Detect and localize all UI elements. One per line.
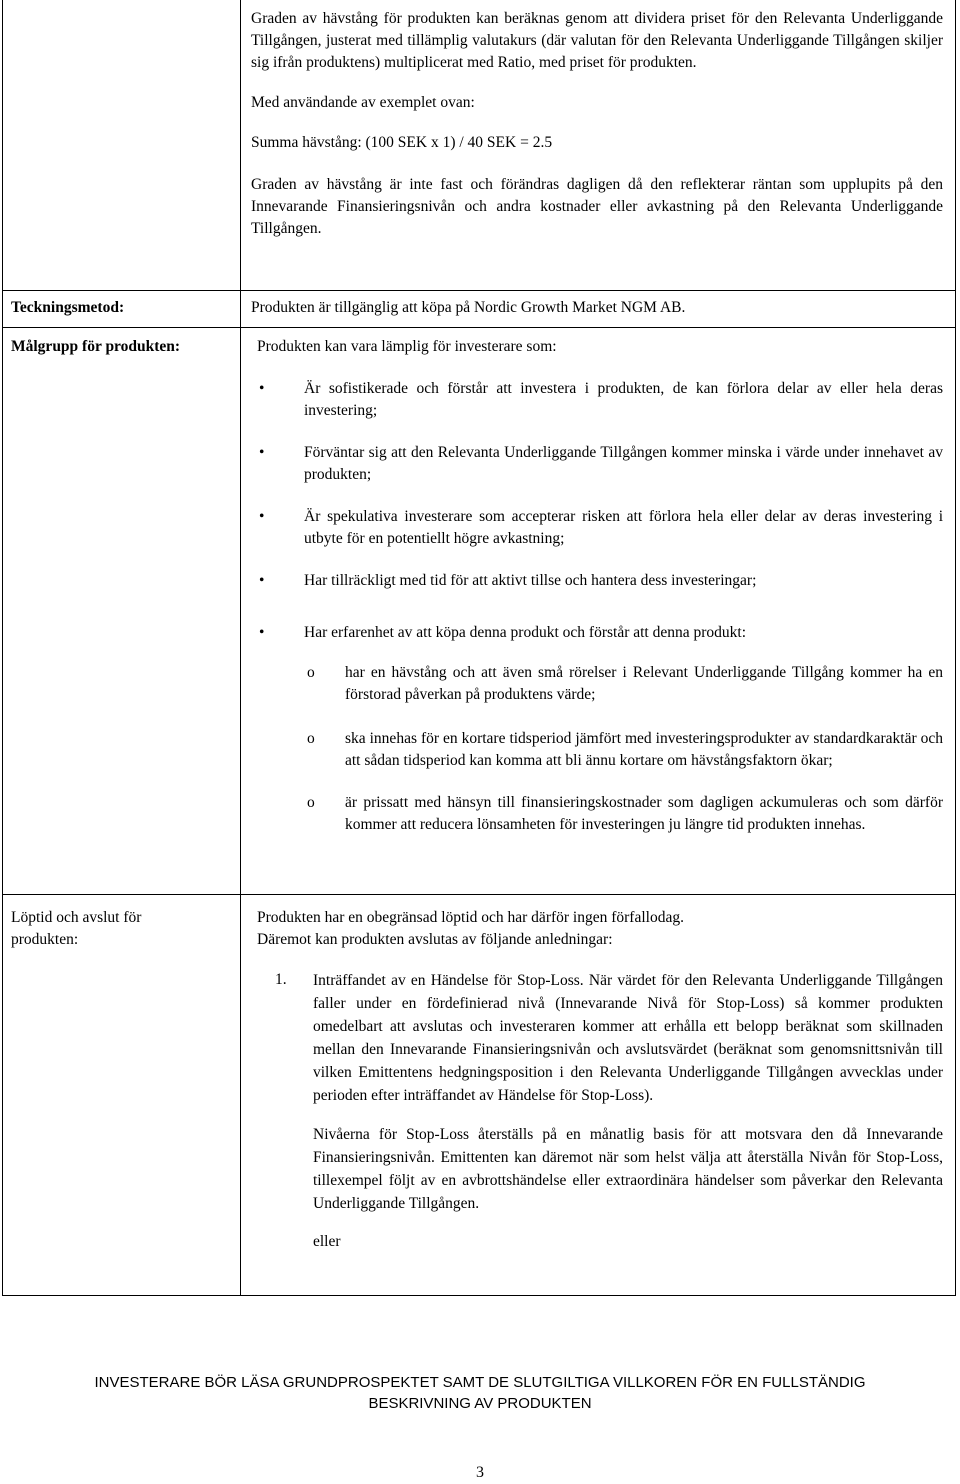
leverage-row — [2, 0, 956, 290]
bullet-text: Har tillräckligt med tid för att aktivt tillse och hantera dess investeringar; — [304, 572, 757, 589]
bullet-marker: • — [259, 380, 265, 397]
list-item — [257, 728, 943, 772]
leverage-calculation: Summa hävstång: (100 SEK x 1) / 40 SEK = 2.5 — [251, 134, 553, 151]
bullet-text: Förväntar sig att den Relevanta Underliggande Tillgången kommer minska i värde under innehavet av produkten; — [304, 444, 943, 483]
subscription-row — [2, 290, 956, 327]
page-number: 3 — [476, 1464, 484, 1481]
term-line-1: Produkten har en obegränsad löptid och har därför ingen förfallodag. — [257, 909, 684, 926]
bullet-marker: • — [259, 572, 265, 589]
footer-line-1: INVESTERARE BÖR LÄSA GRUNDPROSPEKTET SAMT DE SLUTGILTIGA VILLKOREN FÖR EN FULLSTÄNDIG — [94, 1374, 866, 1391]
leverage-paragraph-1: Graden av hävstång för produkten kan beräknas genom att dividera priset för den Relevanta Underliggande Tillgången, justerat med tillämplig valutakurs (där valutan för den Relevanta Underliggande Tillgången skiljer sig ifrån produktens) multiplicerat med Ratio, med priset för produkten. — [251, 10, 943, 71]
list-item — [257, 662, 943, 706]
footer-notice — [0, 1372, 960, 1414]
bullet-text: Har erfarenhet av att köpa denna produkt och förstår att denna produkt: — [304, 624, 747, 641]
subscription-label-cell — [3, 291, 241, 327]
list-item — [257, 570, 943, 592]
stop-loss-event-text: Inträffandet av en Händelse för Stop-Loss. När värdet för den Relevanta Underliggande Tillgången faller under en fördefinierad nivå (Innevarande Nivå för Stop-Loss) så kommer produkten omedelbart att avslutas och investeraren kommer att erhålla ett belopp beräknat som skillnaden mellan den Innevarande Finansieringsnivån och avslutsvärdet (beräknat som genomsnittsnivån till vilken Emittentens hedgningsposition i den Relevanta Underliggande Tillgången avvecklas under perioden efter inträffandet av Händelse för Stop-Loss). — [313, 972, 943, 1104]
footer-line-2: BESKRIVNING AV PRODUKTEN — [368, 1395, 592, 1412]
list-item — [257, 792, 943, 836]
bullet-marker: • — [259, 624, 265, 641]
sub-bullet-marker: o — [307, 730, 315, 747]
subscription-content-cell — [241, 291, 955, 327]
bullet-marker: • — [259, 444, 265, 461]
target-group-intro: Produkten kan vara lämplig för investerare som: — [257, 338, 557, 355]
term-numbered-list — [257, 969, 943, 1253]
term-row — [2, 894, 956, 1296]
bullet-text: Är sofistikerade och förstår att investera i produkten, de kan förlora delar av eller hela deras investering; — [304, 380, 943, 419]
sub-bullet-text: har en hävstång och att även små rörelser i Relevant Underliggande Tillgång kommer ha en förstorad påverkan på produktens värde; — [345, 664, 943, 703]
leverage-paragraph-3: Graden av hävstång är inte fast och förändras dagligen då den reflekterar räntan som upplupits på den Innevarande Finansieringsnivån och andra kostnader eller avkastning på den Relevanta Underliggande Tillgången. — [251, 176, 943, 237]
bullet-marker: • — [259, 508, 265, 525]
term-label: Löptid och avslut för produkten: — [11, 909, 142, 948]
subscription-text: Produkten är tillgänglig att köpa på Nordic Growth Market NGM AB. — [251, 299, 686, 316]
subscription-label: Teckningsmetod: — [11, 299, 125, 316]
list-item — [257, 969, 943, 1253]
list-item — [257, 622, 943, 644]
stop-loss-reset-text: Nivåerna för Stop-Loss återställs på en månatlig basis för att motsvara den då Innevarande Finansieringsnivån. Emittenten kan däremot när som helst välja att återställa Nivån för Stop-Loss, tillexempel följt av en avbrottshändelse eller extraordinära händelser som påverkar den Relevanta Underliggande Tillgången. — [313, 1126, 943, 1212]
sub-bullet-marker: o — [307, 664, 315, 681]
sub-bullet-text: är prissatt med hänsyn till finansieringskostnader som dagligen ackumuleras och som därför kommer att reducera lönsamheten för investeringen ju längre tid produkten innehas. — [345, 794, 943, 833]
target-group-bullets — [257, 378, 943, 644]
target-group-label: Målgrupp för produkten: — [11, 338, 181, 355]
sub-bullet-text: ska innehas för en kortare tidsperiod jämfört med investeringsprodukter av standardkaraktär och att sådan tidsperiod kan komma att bli ännu kortare om hävstångsfaktorn ökar; — [345, 730, 943, 769]
bullet-text: Är spekulativa investerare som accepterar risken att förlora hela eller delar av deras investering i utbyte för en potentiellt högre avkastning; — [304, 508, 943, 547]
target-group-content-cell — [241, 328, 955, 894]
term-label-cell — [3, 895, 241, 1295]
leverage-content-cell — [241, 0, 955, 290]
list-item — [257, 378, 943, 422]
target-group-sub-bullets — [257, 662, 943, 836]
list-item — [257, 506, 943, 550]
leverage-paragraph-2: Med användande av exemplet ovan: — [251, 94, 475, 111]
target-group-label-cell — [3, 328, 241, 894]
sub-bullet-marker: o — [307, 794, 315, 811]
item-number: 1. — [275, 971, 287, 988]
term-content-cell — [241, 895, 955, 1295]
term-line-2: Däremot kan produkten avslutas av följande anledningar: — [257, 931, 613, 948]
list-item — [257, 442, 943, 486]
document-table — [2, 0, 956, 1296]
leverage-label-cell — [3, 0, 241, 290]
target-group-row — [2, 327, 956, 894]
or-text: eller — [313, 1233, 341, 1250]
